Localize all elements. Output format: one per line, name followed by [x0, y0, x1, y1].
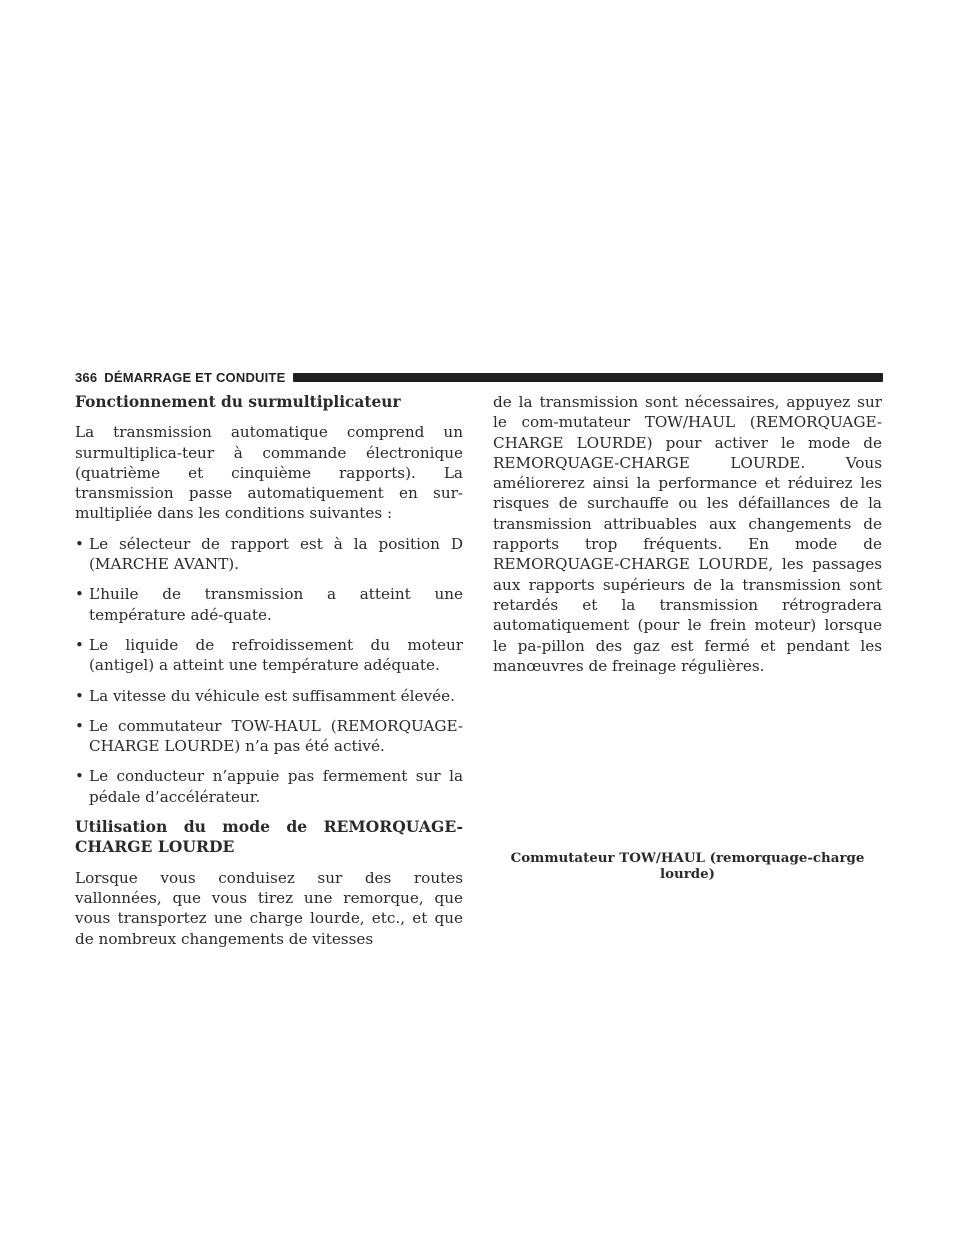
- heading-overdrive: Fonctionnement du surmultiplicateur: [75, 393, 401, 411]
- section-title: DÉMARRAGE ET CONDUITE: [104, 369, 286, 385]
- page-header: [75, 367, 883, 387]
- bullet-icon: •: [75, 686, 84, 705]
- bullet-icon: •: [75, 534, 84, 553]
- bullet-icon: •: [75, 585, 84, 604]
- header-rule: [293, 373, 883, 382]
- bullet-icon: •: [75, 716, 84, 735]
- page-number: 366: [75, 369, 98, 385]
- heading-tow-haul: Utilisation du mode de REMORQUAGE-CHARGE LOURDE: [75, 817, 463, 857]
- bullet-icon: •: [75, 635, 84, 654]
- list-item: • L’huile de transmission a atteint une température adé-quate.: [75, 585, 463, 624]
- bullet-icon: •: [75, 767, 84, 786]
- paragraph-tow-haul-start: Lorsque vous conduisez sur des routes vallonnées, que vous tirez une remorque, que vous transportez une charge lourde, etc., et que de nombreux changements de vitesses: [75, 868, 463, 948]
- list-item: • La vitesse du véhicule est suffisamment élevée.: [75, 686, 455, 705]
- figure-placeholder: [493, 630, 882, 840]
- list-item: • Le conducteur n’appuie pas fermement sur la pédale d’accélérateur.: [75, 767, 463, 806]
- list-item: • Le sélecteur de rapport est à la position D (MARCHE AVANT).: [75, 534, 463, 574]
- paragraph-tow-haul-continued: de la transmission sont nécessaires, appuyez sur le com-mutateur TOW/HAUL (REMORQUAGE-CHARGE LOURDE) pour activer le mode de REMORQUAGE-CHARGE LOURDE. Vous améliorerez ainsi la performance et réduirez les risques de surchauffe ou les défaillances de la transmission attribuables aux changements de rapports trop fréquents. En mode de REMORQUAGE-CHARGE LOURDE, les passages aux rapports supérieurs de la transmission sont retardés et la transmission rétrogradera automatiquement (pour le frein moteur) lorsque le pa-pillon des gaz est fermé et pendant les manœuvres de freinage régulières.: [493, 393, 882, 675]
- list-item: • Le commutateur TOW-HAUL (REMORQUAGE-CHARGE LOURDE) n’a pas été activé.: [75, 716, 463, 756]
- left-column: [75, 392, 463, 959]
- paragraph-overdrive-intro: La transmission automatique comprend un surmultiplica-teur à commande électronique (quatrième et cinquième rapports). La transmission passe automatiquement en sur-multipliée dans les conditions suivantes :: [75, 423, 463, 523]
- conditions-list: [75, 534, 463, 807]
- figure-caption: Commutateur TOW/HAUL (remorquage-charge lourde): [510, 850, 865, 882]
- list-item: • Le liquide de refroidissement du moteur (antigel) a atteint une température adéquate.: [75, 635, 463, 675]
